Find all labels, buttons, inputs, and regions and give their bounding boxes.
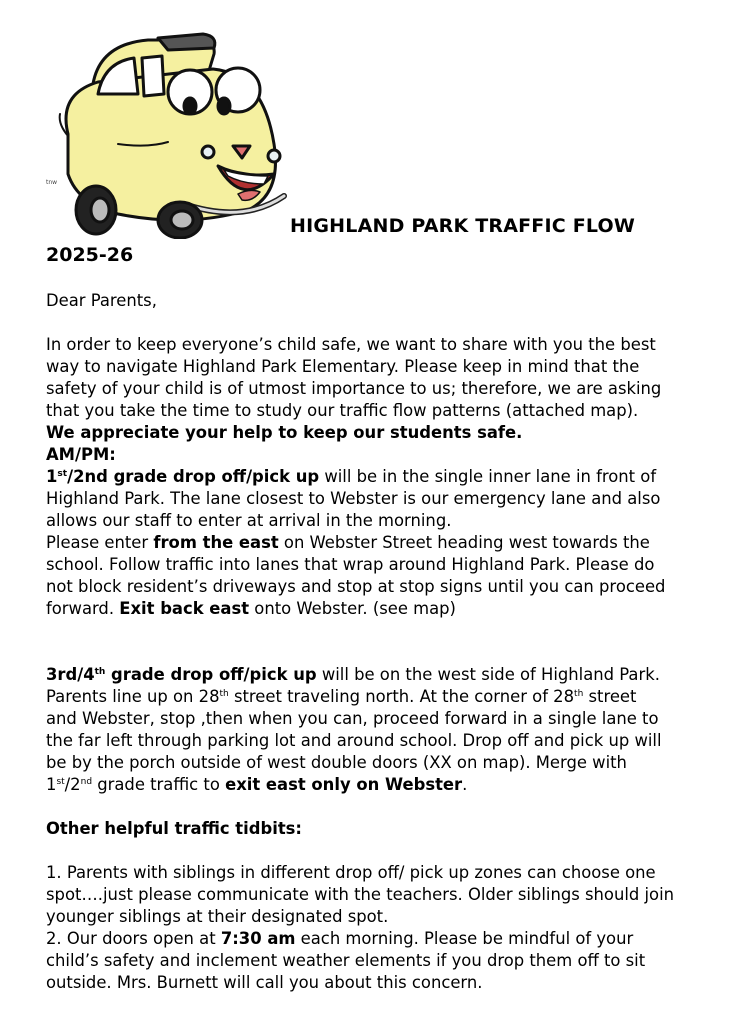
greeting: Dear Parents,: [46, 291, 157, 310]
document-title: HIGHLAND PARK TRAFFIC FLOW: [290, 215, 636, 237]
tidbit-line: outside. Mrs. Burnett will call you about this concern.: [46, 973, 483, 992]
first-second-line: allows our staff to enter at arrival in the morning.: [46, 511, 452, 530]
car-front-wheel: [158, 202, 202, 238]
cartoon-car-illustration: [38, 24, 288, 239]
letter-body: [46, 290, 706, 994]
tidbits-heading: Other helpful traffic tidbits:: [46, 819, 302, 838]
third-fourth-line: 1st/2nd grade traffic to exit east only on Webster.: [46, 775, 468, 794]
first-second-line: forward. Exit back east onto Webster. (see map): [46, 599, 456, 618]
tidbit-line: 1. Parents with siblings in different drop off/ pick up zones can choose one: [46, 863, 656, 882]
third-fourth-line: the far left through parking lot and around school. Drop off and pick up will: [46, 731, 662, 750]
tidbit-line: child’s safety and inclement weather elements if you drop them off to sit: [46, 951, 646, 970]
first-second-line: Highland Park. The lane closest to Webster is our emergency lane and also: [46, 489, 661, 508]
first-second-line: Please enter from the east on Webster Street heading west towards the: [46, 533, 650, 552]
intro-line: In order to keep everyone’s child safe, we want to share with you the best: [46, 335, 656, 354]
tidbit-line: younger siblings at their designated spot.: [46, 907, 389, 926]
intro-line: that you take the time to study our traffic flow patterns (attached map).: [46, 401, 639, 420]
third-fourth-line: 3rd/4th grade drop off/pick up will be on the west side of Highland Park.: [46, 665, 660, 684]
ampm-heading: AM/PM:: [46, 445, 116, 464]
first-second-line: not block resident’s driveways and stop at stop signs until you can proceed: [46, 577, 666, 596]
car-rear-wheel: [76, 186, 116, 234]
intro-line: safety of your child is of utmost importance to us; therefore, we are asking: [46, 379, 662, 398]
third-fourth-line: Parents line up on 28th street traveling north. At the corner of 28th street: [46, 687, 637, 706]
first-second-line: 1st/2nd grade drop off/pick up will be in the single inner lane in front of: [46, 467, 657, 486]
third-fourth-line: and Webster, stop ,then when you can, proceed forward in a single lane to: [46, 709, 659, 728]
car-rear-window: [142, 56, 164, 96]
intro-bold-line: We appreciate your help to keep our students safe.: [46, 423, 523, 442]
tidbit-line: 2. Our doors open at 7:30 am each morning. Please be mindful of your: [46, 929, 634, 948]
school-year: 2025-26: [46, 244, 134, 266]
car-roof-cap: [158, 34, 215, 50]
car-signature: tnw: [46, 179, 58, 186]
car-right-headlight: [268, 150, 280, 162]
third-fourth-line: be by the porch outside of west double doors (XX on map). Merge with: [46, 753, 627, 772]
intro-line: way to navigate Highland Park Elementary. Please keep in mind that the: [46, 357, 640, 376]
tidbit-line: spot….just please communicate with the teachers. Older siblings should join: [46, 885, 675, 904]
first-second-line: school. Follow traffic into lanes that wrap around Highland Park. Please do: [46, 555, 655, 574]
car-left-headlight: [202, 146, 214, 158]
